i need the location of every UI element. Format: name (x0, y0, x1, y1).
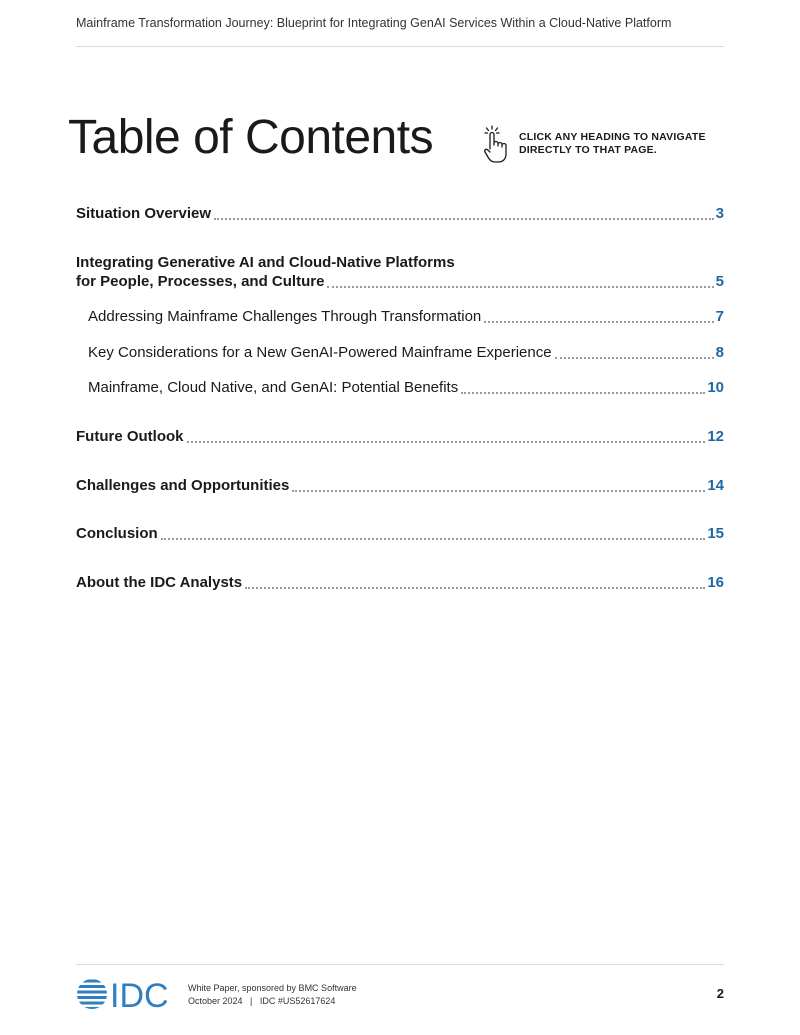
dot-leader (292, 486, 705, 492)
page-title: Table of Contents (68, 111, 434, 164)
footer-publication-info (188, 982, 357, 1008)
dot-leader (327, 282, 713, 288)
toc-entry-label[interactable]: Mainframe, Cloud Native, and GenAI: Potential Benefits (88, 379, 459, 396)
navigation-hint (482, 125, 732, 165)
dot-leader (461, 388, 705, 394)
toc-entry-label[interactable]: Key Considerations for a New GenAI-Powered Mainframe Experience (88, 344, 552, 361)
dot-leader (484, 317, 713, 323)
toc-entry-label[interactable]: for People, Processes, and Culture (76, 273, 325, 290)
toc-page-number[interactable]: 15 (707, 525, 724, 542)
navigation-hint-line-1: CLICK ANY HEADING TO NAVIGATE (519, 131, 706, 143)
dot-leader (245, 583, 705, 589)
pointer-hand-icon (482, 125, 512, 165)
dot-leader (555, 353, 714, 359)
toc-page-number[interactable]: 8 (715, 344, 724, 361)
toc-page-number[interactable]: 14 (707, 477, 724, 494)
footer-line-2: October 2024 | IDC #US52617624 (188, 996, 336, 1006)
toc-entry-conclusion[interactable] (76, 524, 724, 544)
toc-entry-situation-overview[interactable] (76, 204, 724, 224)
toc-entry-label-line-1[interactable]: Integrating Generative AI and Cloud-Native Platforms (76, 254, 455, 271)
toc-entry-future-outlook[interactable] (76, 427, 724, 447)
toc-entry-integrating-genai[interactable] (76, 253, 724, 292)
navigation-hint-line-2: DIRECTLY TO THAT PAGE. (519, 144, 657, 156)
toc-entry-label[interactable]: Conclusion (76, 525, 158, 542)
toc-entry-challenges-and-opportunities[interactable] (76, 476, 724, 496)
running-header: Mainframe Transformation Journey: Blueprint for Integrating GenAI Services Within a Cloud-Native Platform (76, 16, 672, 30)
navigation-hint-text (519, 131, 734, 157)
toc-page-number[interactable]: 5 (715, 273, 724, 290)
toc-page-number[interactable]: 3 (715, 205, 724, 222)
toc-entry-about-idc-analysts[interactable] (76, 573, 724, 593)
idc-logo (76, 977, 172, 1011)
toc-entry-label[interactable]: About the IDC Analysts (76, 574, 243, 591)
footer-divider (76, 964, 724, 965)
toc-page-number[interactable]: 7 (715, 308, 724, 325)
toc-page-number[interactable]: 10 (707, 379, 724, 396)
toc-entry-label[interactable]: Addressing Mainframe Challenges Through Transformation (88, 308, 482, 325)
footer-line-1: White Paper, sponsored by BMC Software (188, 983, 357, 993)
header-divider (76, 46, 724, 47)
dot-leader (161, 534, 706, 540)
toc-entry-label[interactable]: Challenges and Opportunities (76, 477, 290, 494)
toc-entry-label[interactable]: Situation Overview (76, 205, 212, 222)
dot-leader (187, 437, 706, 443)
toc-entry-label[interactable]: Future Outlook (76, 428, 184, 445)
toc-entry-addressing-mainframe-challenges[interactable] (88, 307, 724, 327)
toc-entry-potential-benefits[interactable] (88, 378, 724, 398)
toc-page-number[interactable]: 12 (707, 428, 724, 445)
toc-page-number[interactable]: 16 (707, 574, 724, 591)
toc-entry-key-considerations[interactable] (88, 343, 724, 363)
page-number: 2 (716, 986, 724, 1001)
dot-leader (214, 214, 714, 220)
idc-logo-text: IDC (110, 977, 169, 1011)
